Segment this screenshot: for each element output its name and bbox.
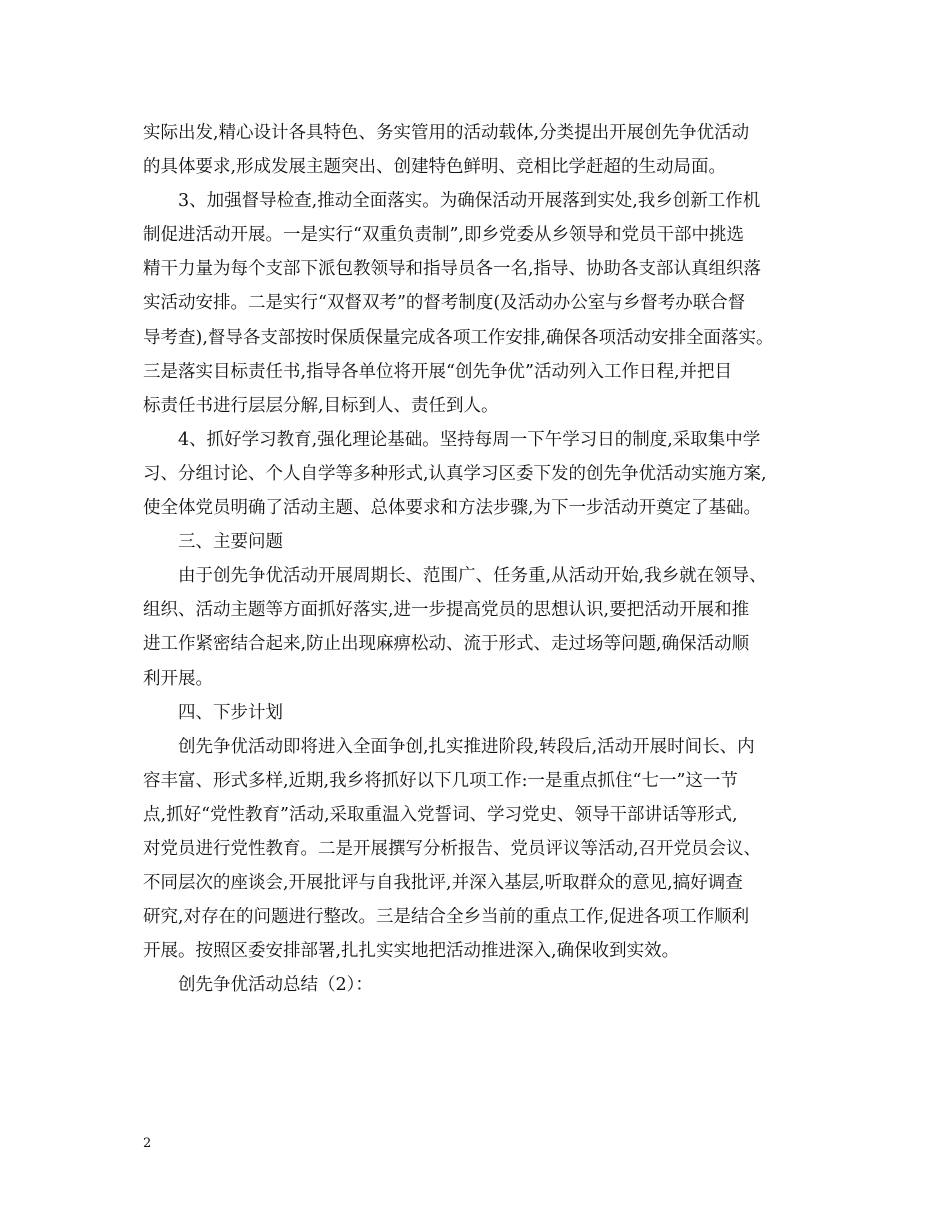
text-line: 的具体要求,形成发展主题突出、创建特色鲜明、竞相比学赶超的生动局面。 <box>143 157 727 178</box>
text-line: 创先争优活动即将进入全面争创,扎实推进阶段,转段后,活动开展时间长、内 <box>178 736 755 757</box>
text-line: 组织、活动主题等方面抓好落实,进一步提高党员的思想认识,要把活动开展和推 <box>143 600 750 621</box>
text-line: 3、加强督导检查,推动全面落实。为确保活动开展落到实处,我乡创新工作机 <box>178 191 761 212</box>
text-line: 使全体党员明确了活动主题、总体要求和方法步骤,为下一步活动开奠定了基础。 <box>143 498 762 519</box>
text-line: 三、主要问题 <box>178 532 283 553</box>
text-line: 制促进活动开展。一是实行“双重负责制”,即乡党委从乡领导和党员干部中挑选 <box>143 225 744 246</box>
text-line: 对党员进行党性教育。二是开展撰写分析报告、党员评议等活动,召开党员会议、 <box>143 838 762 859</box>
document-body <box>143 116 823 1002</box>
text-line: 开展。按照区委安排部署,扎扎实实地把活动推进深入,确保收到实效。 <box>143 941 680 962</box>
text-line: 不同层次的座谈会,开展批评与自我批评,并深入基层,听取群众的意见,搞好调查 <box>143 873 743 894</box>
text-line: 实际出发,精心设计各具特色、务实管用的活动载体,分类提出开展创先争优活动 <box>143 123 750 143</box>
text-line: 进工作紧密结合起来,防止出现麻痹松动、流于形式、走过场等问题,确保活动顺 <box>143 634 750 655</box>
text-line: 研究,对存在的问题进行整改。三是结合全乡当前的重点工作,促进各项工作顺利 <box>143 907 750 928</box>
text-line: 4、抓好学习教育,强化理论基础。坚持每周一下午学习日的制度,采取集中学 <box>178 429 761 450</box>
text-line: 容丰富、形式多样,近期,我乡将抓好以下几项工作:一是重点抓住“七一”这一节 <box>143 770 738 791</box>
text-line: 点,抓好“党性教育”活动,采取重温入党誓词、学习党史、领导干部讲话等形式, <box>143 804 738 825</box>
page-number: 2 <box>143 1136 152 1151</box>
text-line: 创先争优活动总结（2）： <box>178 975 373 996</box>
text-line: 实活动安排。二是实行“双督双考”的督考制度(及活动办公室与乡督考办联合督 <box>143 293 746 314</box>
text-line: 标责任书进行层层分解,目标到人、责任到人。 <box>143 395 499 416</box>
text-line: 习、分组讨论、个人自学等多种形式,认真学习区委下发的创先争优活动实施方案, <box>143 463 767 484</box>
text-line: 利开展。 <box>143 668 213 689</box>
text-line: 由于创先争优活动开展周期长、范围广、任务重,从活动开始,我乡就在领导、 <box>178 566 767 587</box>
text-line: 精干力量为每个支部下派包教领导和指导员各一名,指导、协助各支部认真组织落 <box>143 259 762 280</box>
text-line: 四、下步计划 <box>178 702 283 723</box>
text-line: 导考查),督导各支部按时保质保量完成各项工作安排,确保各项活动安排全面落实。 <box>143 327 774 348</box>
text-line: 三是落实目标责任书,指导各单位将开展“创先争优”活动列入工作日程,并把目 <box>143 361 733 382</box>
